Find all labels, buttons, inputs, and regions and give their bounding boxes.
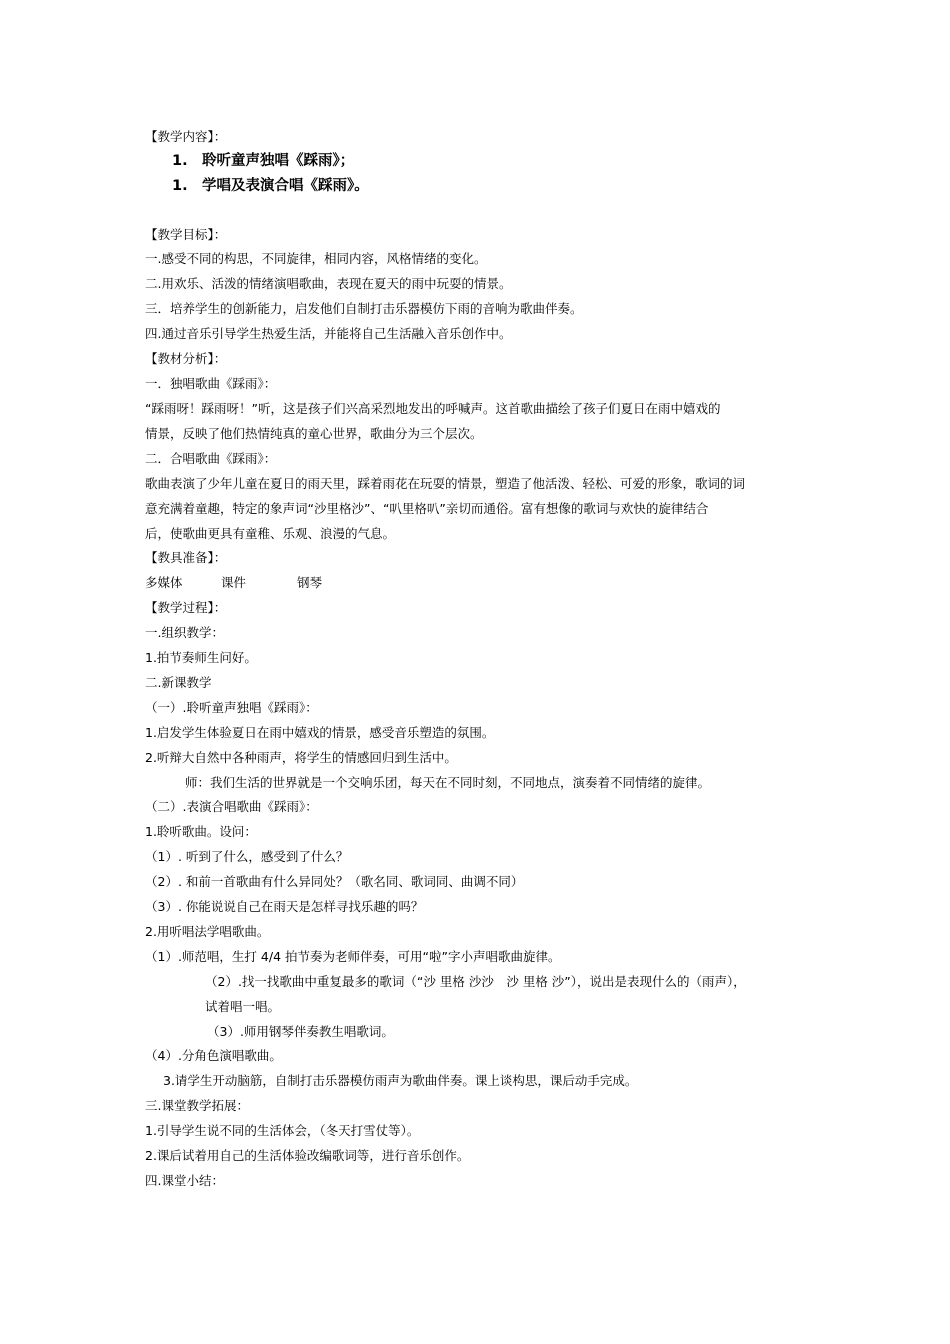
tools-list [145,574,322,592]
goals-heading: 【教学目标】： [145,227,227,242]
process-step: 三.课堂教学拓展： [145,1098,249,1113]
content-heading: 【教学内容】： [145,129,227,144]
process-step: （一）.聆听童声独唱《踩雨》： [145,700,318,715]
process-step: 1.引导学生说不同的生活体会，（冬天打雪仗等）。 [145,1123,420,1138]
tool-item: 课件 [221,575,247,590]
goal-item: 三．培养学生的创新能力，启发他们自制打击乐器模仿下雨的音响为歌曲伴奏。 [145,301,583,316]
question-item: （2）. 和前一首歌曲有什么异同处？（歌名同、歌词同、曲调不同） [145,874,524,889]
chorus-text-line: 后，使歌曲更具有童稚、乐观、浪漫的气息。 [145,526,396,541]
solo-text-line: “踩雨呀！踩雨呀！”听，这是孩子们兴高采烈地发出的呼喊声。这首歌曲描绘了孩子们夏日在雨中嬉戏的 [145,401,721,416]
sub-step: （2）.找一找歌曲中重复最多的歌词（“沙 里格 沙沙 沙 里格 沙”），说出是表现什么的（雨声）， [205,974,746,989]
tool-item: 钢琴 [297,575,323,590]
content-item-1 [172,151,354,171]
process-step: （二）.表演合唱歌曲《踩雨》： [145,799,318,814]
process-step: 一.组织教学： [145,625,224,640]
content-item-text: 聆听童声独唱《踩雨》； [202,153,355,169]
sub-step: （4）.分角色演唱歌曲。 [145,1048,282,1063]
goal-item: 四.通过音乐引导学生热爱生活，并能将自己生活融入音乐创作中。 [145,326,512,341]
goal-item: 二.用欢乐、活泼的情绪演唱歌曲，表现在夏天的雨中玩耍的情景。 [145,276,512,291]
question-item: （1）. 听到了什么，感受到了什么？ [145,849,349,864]
process-step: 2.听辩大自然中各种雨声，将学生的情感回归到生活中。 [145,750,457,765]
process-step: 1.拍节奏师生问好。 [145,650,257,665]
process-step: 2.课后试着用自己的生活体验改编歌词等，进行音乐创作。 [145,1148,470,1163]
process-step: 二.新课教学 [145,675,212,690]
sub-step: （1）.师范唱，生打 4/4 拍节奏为老师伴奏，可用“啦”字小声唱歌曲旋律。 [145,949,561,964]
process-step: 1.聆听歌曲。设问： [145,824,257,839]
question-item: （3）. 你能说说自己在雨天是怎样寻找乐趣的吗？ [145,899,424,914]
content-item-text: 学唱及表演合唱《踩雨》。 [202,178,369,194]
process-step: 四.课堂小结： [145,1173,224,1188]
analysis-heading: 【教材分析】： [145,351,227,366]
chorus-text-line: 歌曲表演了少年儿童在夏日的雨天里，踩着雨花在玩耍的情景，塑造了他活泼、轻松、可爱的形象，歌词的词 [145,476,746,491]
solo-text-line: 情景，反映了他们热情纯真的童心世界，歌曲分为三个层次。 [145,426,483,441]
goal-item: 一.感受不同的构思，不同旋律，相同内容，风格情绪的变化。 [145,251,487,266]
process-step: 3.请学生开动脑筋，自制打击乐器模仿雨声为歌曲伴奏。课上谈构思，课后动手完成。 [163,1073,638,1088]
sub-step-continued: 试着唱一唱。 [205,999,281,1014]
tools-heading: 【教具准备】： [145,550,227,565]
chorus-text-line: 意充满着童趣，特定的象声词“沙里格沙”、“叭里格叭”亲切而通俗。富有想像的歌词与欢快的旋律结合 [145,501,709,516]
teacher-quote: 师：我们生活的世界就是一个交响乐团，每天在不同时刻，不同地点，演奏着不同情绪的旋律。 [185,775,711,790]
process-heading: 【教学过程】： [145,600,227,615]
tool-item: 多媒体 [145,575,183,590]
content-item-2 [172,176,369,196]
process-step: 2.用听唱法学唱歌曲。 [145,924,270,939]
process-step: 1.启发学生体验夏日在雨中嬉戏的情景，感受音乐塑造的氛围。 [145,725,495,740]
sub-step: （3）.师用钢琴伴奏教生唱歌词。 [207,1024,394,1039]
content-item-number: 1. [172,178,188,194]
content-item-number: 1. [172,153,188,169]
chorus-title: 二．合唱歌曲《踩雨》： [145,451,277,466]
solo-title: 一．独唱歌曲《踩雨》： [145,376,277,391]
